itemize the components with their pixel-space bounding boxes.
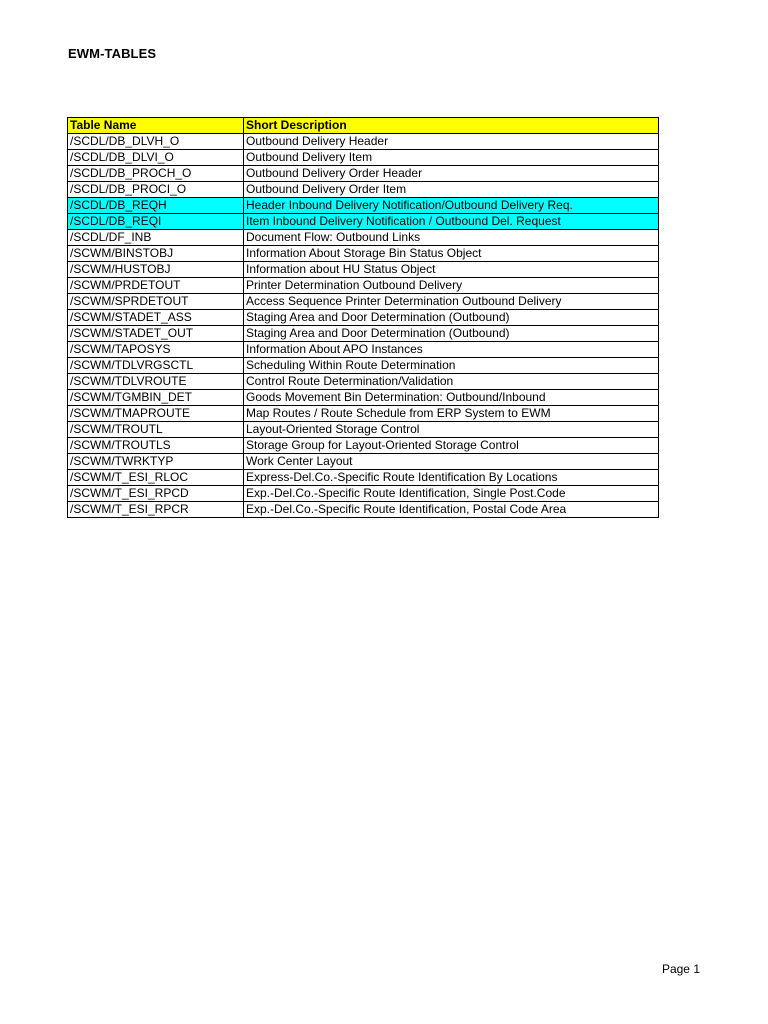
table-row [68, 182, 659, 198]
table-name-cell: /SCWM/TROUTLS [68, 438, 244, 454]
table-name-cell: /SCDL/DF_INB [68, 230, 244, 246]
table-row [68, 294, 659, 310]
table-name-cell: /SCWM/T_ESI_RPCR [68, 502, 244, 518]
table-name-cell: /SCWM/SPRDETOUT [68, 294, 244, 310]
short-description-cell: Work Center Layout [244, 454, 659, 470]
table-row [68, 150, 659, 166]
table-row [68, 470, 659, 486]
table-row [68, 166, 659, 182]
short-description-cell: Storage Group for Layout-Oriented Storage Control [244, 438, 659, 454]
short-description-cell: Item Inbound Delivery Notification / Outbound Del. Request [244, 214, 659, 230]
table-row [68, 438, 659, 454]
short-description-cell: Outbound Delivery Order Header [244, 166, 659, 182]
table-name-cell: /SCWM/BINSTOBJ [68, 246, 244, 262]
page-title: EWM-TABLES [68, 46, 157, 61]
table-row [68, 406, 659, 422]
table-name-cell: /SCWM/TROUTL [68, 422, 244, 438]
short-description-cell: Access Sequence Printer Determination Outbound Delivery [244, 294, 659, 310]
column-header-short-description: Short Description [244, 118, 659, 134]
short-description-cell: Layout-Oriented Storage Control [244, 422, 659, 438]
table-name-cell: /SCDL/DB_PROCH_O [68, 166, 244, 182]
table-row [68, 342, 659, 358]
table-name-cell: /SCWM/TDLVRGSCTL [68, 358, 244, 374]
table-name-cell: /SCWM/T_ESI_RPCD [68, 486, 244, 502]
table-name-cell: /SCWM/T_ESI_RLOC [68, 470, 244, 486]
short-description-cell: Map Routes / Route Schedule from ERP System to EWM [244, 406, 659, 422]
table-name-cell: /SCDL/DB_REQI [68, 214, 244, 230]
short-description-cell: Control Route Determination/Validation [244, 374, 659, 390]
short-description-cell: Staging Area and Door Determination (Outbound) [244, 326, 659, 342]
page-number: Page 1 [661, 962, 700, 976]
short-description-cell: Document Flow: Outbound Links [244, 230, 659, 246]
table-row [68, 422, 659, 438]
table-name-cell: /SCDL/DB_DLVH_O [68, 134, 244, 150]
table-name-cell: /SCWM/HUSTOBJ [68, 262, 244, 278]
table-row [68, 374, 659, 390]
table-row [68, 390, 659, 406]
short-description-cell: Express-Del.Co.-Specific Route Identification By Locations [244, 470, 659, 486]
table-row [68, 310, 659, 326]
table-row [68, 230, 659, 246]
table-row [68, 278, 659, 294]
table-name-cell: /SCWM/TDLVROUTE [68, 374, 244, 390]
table-name-cell: /SCWM/PRDETOUT [68, 278, 244, 294]
short-description-cell: Exp.-Del.Co.-Specific Route Identification, Single Post.Code [244, 486, 659, 502]
short-description-cell: Goods Movement Bin Determination: Outbound/Inbound [244, 390, 659, 406]
table-row [68, 262, 659, 278]
column-header-table-name: Table Name [68, 118, 244, 134]
table-name-cell: /SCDL/DB_DLVI_O [68, 150, 244, 166]
table-name-cell: /SCWM/STADET_OUT [68, 326, 244, 342]
short-description-cell: Header Inbound Delivery Notification/Outbound Delivery Req. [244, 198, 659, 214]
table-name-cell: /SCWM/TWRKTYP [68, 454, 244, 470]
table-row [68, 246, 659, 262]
short-description-cell: Exp.-Del.Co.-Specific Route Identification, Postal Code Area [244, 502, 659, 518]
short-description-cell: Information About APO Instances [244, 342, 659, 358]
table-row [68, 326, 659, 342]
short-description-cell: Information about HU Status Object [244, 262, 659, 278]
table-row [68, 198, 659, 214]
table-header-row [68, 118, 659, 134]
short-description-cell: Printer Determination Outbound Delivery [244, 278, 659, 294]
ewm-tables-table [67, 117, 659, 518]
table-row [68, 214, 659, 230]
table-name-cell: /SCWM/STADET_ASS [68, 310, 244, 326]
table-body [68, 134, 659, 518]
table-name-cell: /SCDL/DB_REQH [68, 198, 244, 214]
short-description-cell: Outbound Delivery Order Item [244, 182, 659, 198]
table-row [68, 502, 659, 518]
table-row [68, 358, 659, 374]
short-description-cell: Outbound Delivery Item [244, 150, 659, 166]
table-row [68, 454, 659, 470]
table-name-cell: /SCWM/TAPOSYS [68, 342, 244, 358]
short-description-cell: Information About Storage Bin Status Object [244, 246, 659, 262]
short-description-cell: Scheduling Within Route Determination [244, 358, 659, 374]
table-row [68, 486, 659, 502]
table-name-cell: /SCWM/TGMBIN_DET [68, 390, 244, 406]
short-description-cell: Staging Area and Door Determination (Outbound) [244, 310, 659, 326]
table-row [68, 134, 659, 150]
short-description-cell: Outbound Delivery Header [244, 134, 659, 150]
table-name-cell: /SCWM/TMAPROUTE [68, 406, 244, 422]
table-name-cell: /SCDL/DB_PROCI_O [68, 182, 244, 198]
